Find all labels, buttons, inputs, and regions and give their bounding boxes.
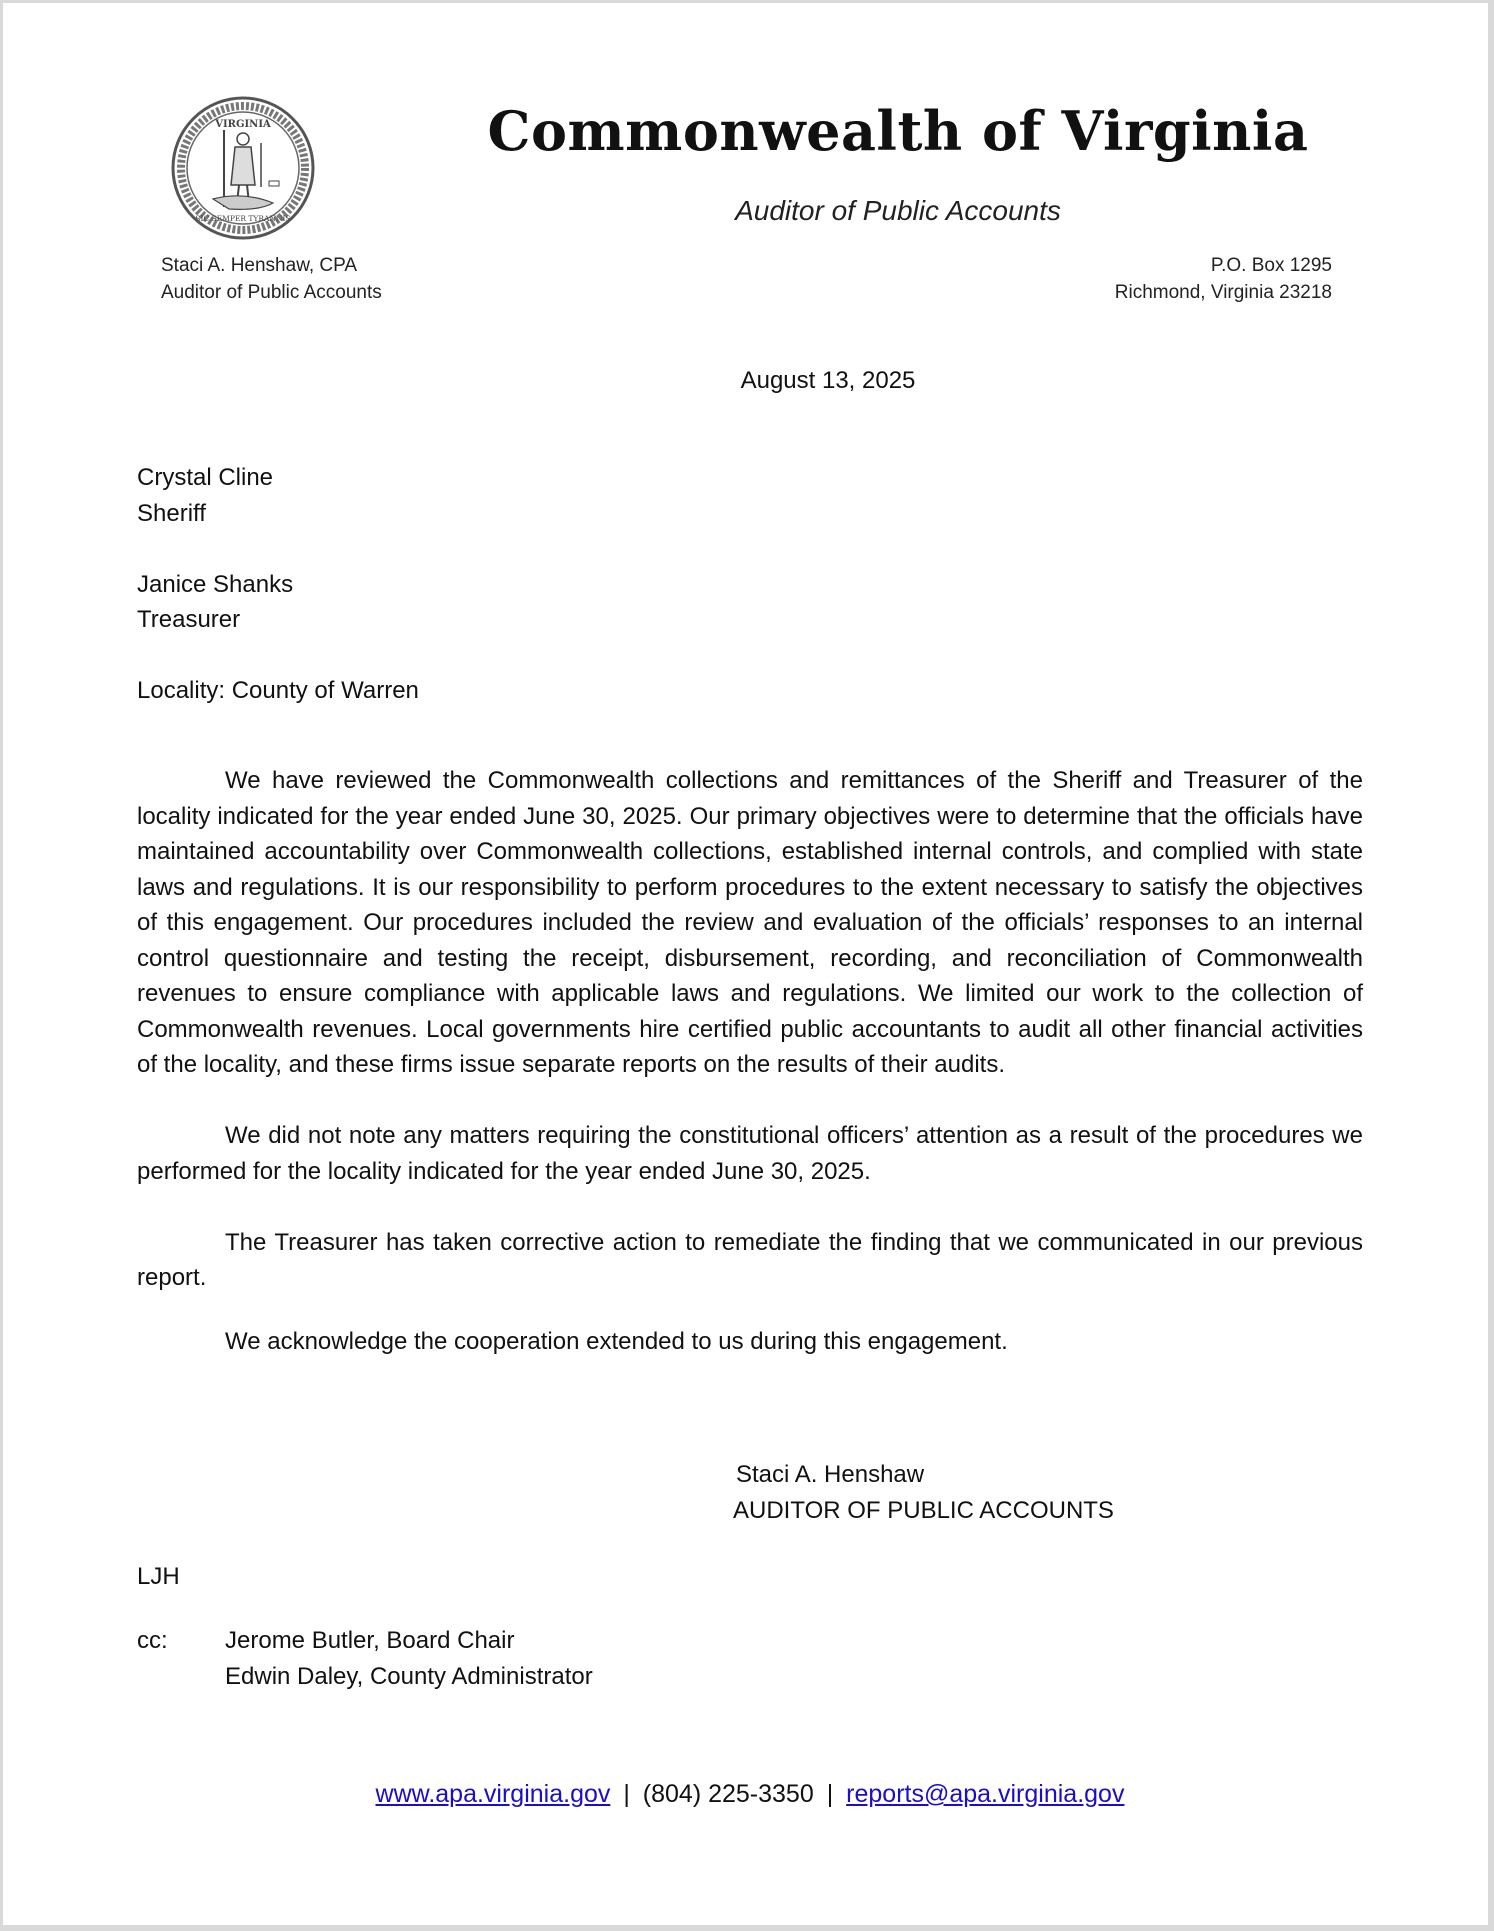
footer-separator: | [826,1780,834,1808]
recipient-name: Crystal Cline [137,464,274,491]
footer-separator: | [623,1780,630,1808]
signature-title: AUDITOR OF PUBLIC ACCOUNTS [733,1496,1114,1524]
recipient-title: Treasurer [137,606,241,633]
cc-recipient: Edwin Daley, County Administrator [225,1662,593,1690]
locality-line: Locality: County of Warren [137,677,419,704]
email-link[interactable]: reports@apa.virginia.gov [846,1780,1125,1808]
recipient-name: Janice Shanks [137,570,294,598]
website-link[interactable]: www.apa.virginia.gov [375,1780,611,1808]
signature-block [733,1457,1114,1528]
body-paragraph: The Treasurer has taken corrective action to remediate the finding that we communicated in our previous report. [137,1228,1363,1291]
address-line-2: Richmond, Virginia 23218 [1114,282,1332,303]
virginia-state-seal-icon [169,95,317,241]
auditor-name: Staci A. Henshaw, CPA [161,255,358,276]
letter-date: August 13, 2025 [740,367,916,394]
recipient-title: Sheriff [137,499,206,527]
body-paragraph: We did not note any matters requiring the constitutional officers’ attention as a result of the procedures we performed for the locality indicated for the year ended June 30, 2025. [137,1122,1363,1185]
mailing-address [1115,252,1332,306]
cc-list [225,1623,593,1694]
svg-text:VIRGINIA: VIRGINIA [215,119,271,130]
svg-text:SIC SEMPER TYRANNIS: SIC SEMPER TYRANNIS [195,214,291,223]
auditor-title: Auditor of Public Accounts [161,282,382,303]
typist-initials: LJH [137,1563,180,1590]
signature-name: Staci A. Henshaw [736,1461,925,1488]
letterhead-subtitle: Auditor of Public Accounts [735,195,1061,226]
cc-label: cc: [137,1627,168,1654]
footer-contact [3,1780,1494,1809]
letter-page [3,3,1488,1925]
body-paragraph: We acknowledge the cooperation extended to us during this engagement. [225,1327,1008,1355]
cc-recipient: Jerome Butler, Board Chair [225,1627,515,1654]
body-paragraph: We have reviewed the Commonwealth collections and remittances of the Sheriff and Treasurer of the locality indicated for the year ended June 30, 2025. Our primary objectives were to determine that the officials have maintained accountability over Commonwealth collections, established internal controls, and complied with state laws and regulations. It is our responsibility to perform procedures to the extent necessary to satisfy the objectives of this engagement. Our procedures included the review and evaluation of the officials’ responses to an internal control questionnaire and testing the receipt, disbursement, recording, and reconciliation of Commonwealth revenues to ensure compliance with applicable laws and regulations. We limited our work to the collection of Commonwealth revenues. Local governments hire certified public accountants to audit all other financial activities of the locality, and these firms issue separate reports on the results of their audits. [137,767,1363,1078]
recipient-block [137,460,419,709]
letterhead-title: Commonwealth of Virginia [487,99,1309,163]
phone-number: (804) 225-3350 [642,1780,814,1808]
letter-body [137,763,1363,1359]
auditor-block [161,252,382,306]
address-line-1: P.O. Box 1295 [1210,255,1332,276]
